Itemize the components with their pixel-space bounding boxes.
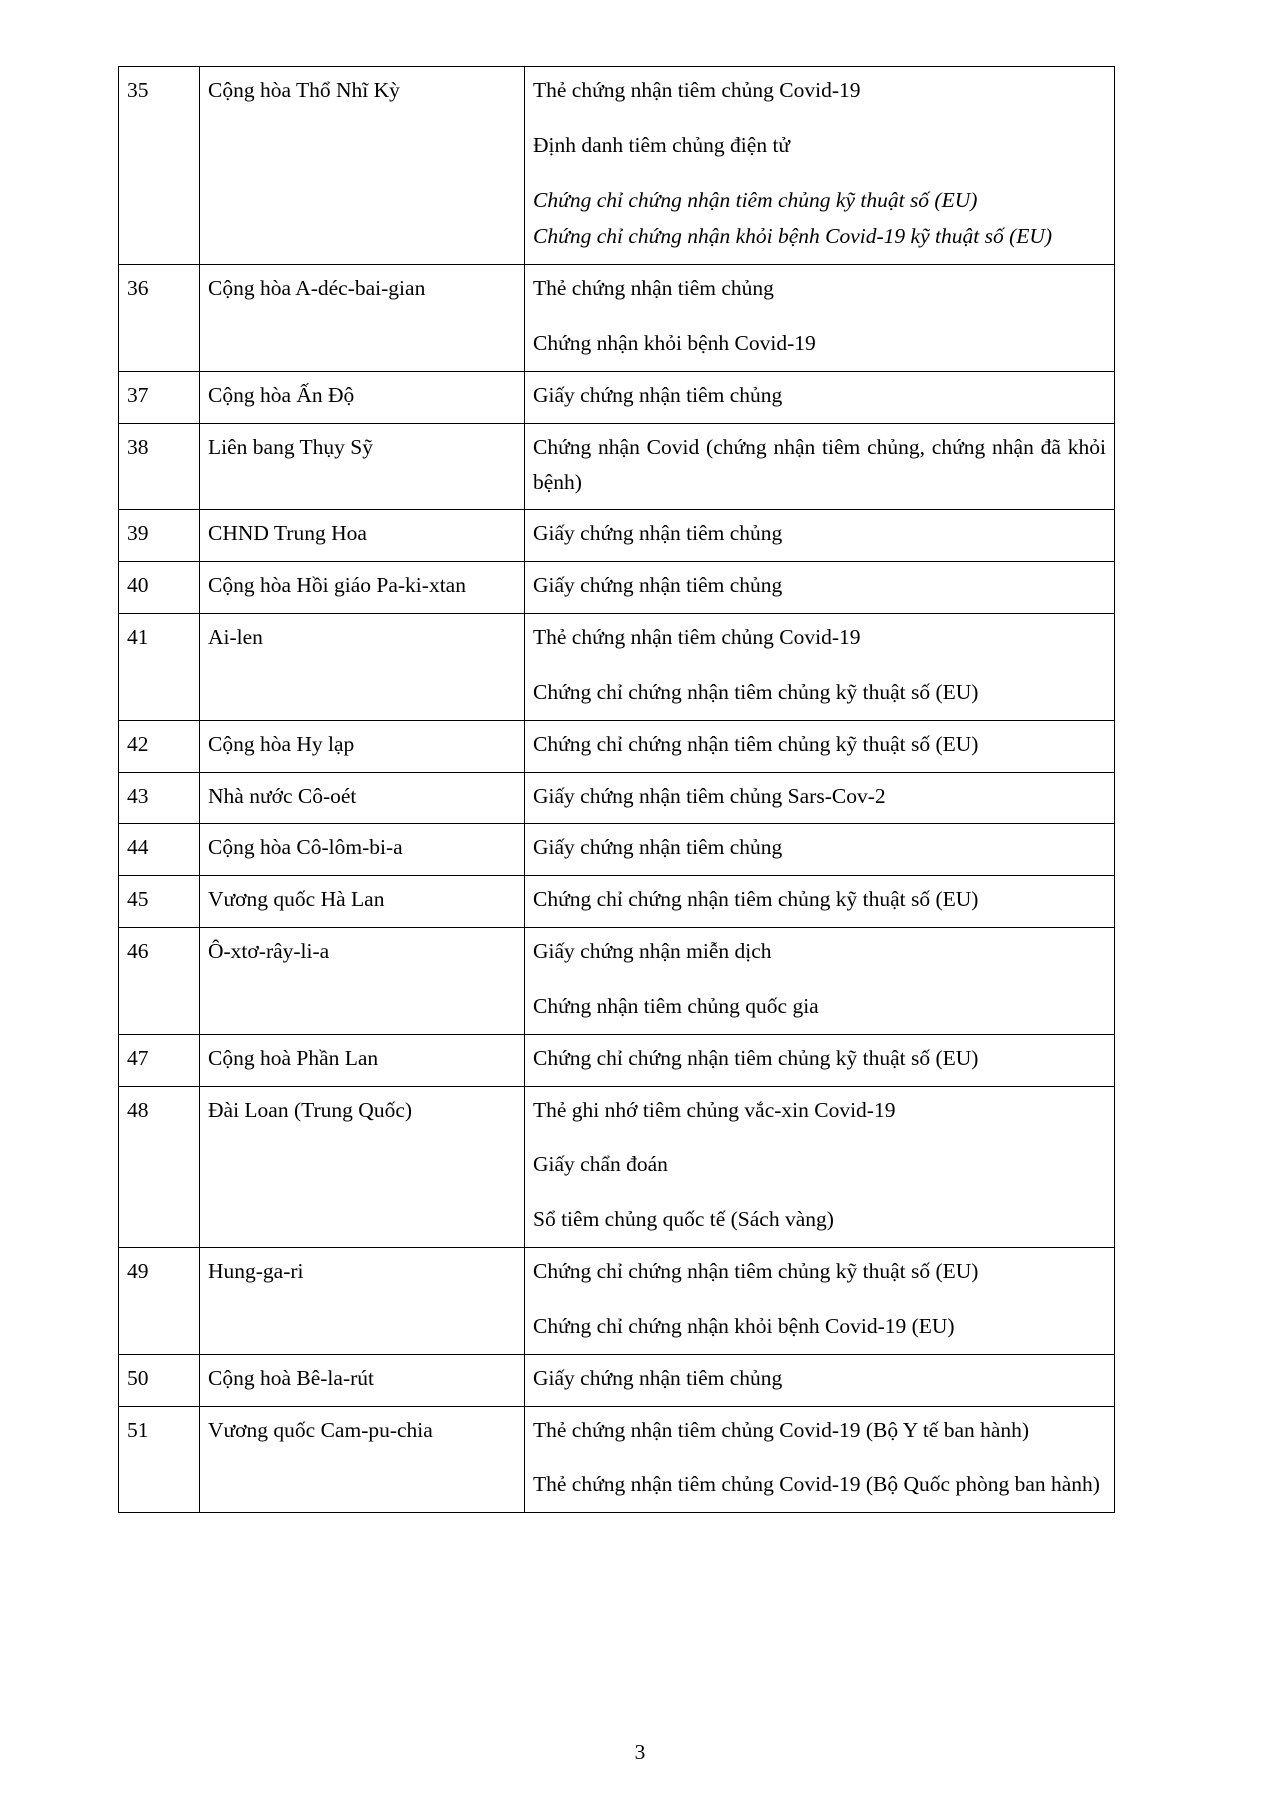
table-row (119, 1354, 1115, 1406)
certificate-line: Thẻ chứng nhận tiêm chủng Covid-19 (533, 78, 861, 102)
page-number: 3 (634, 1740, 646, 1764)
table-row (119, 1034, 1115, 1086)
certificate-block (533, 326, 1106, 361)
country-name-cell: Liên bang Thụy Sỹ (200, 423, 525, 510)
certificate-line: Giấy chẩn đoán (533, 1152, 668, 1177)
certificate-list-cell (525, 876, 1115, 928)
certificate-line: Chứng chỉ chứng nhận tiêm chủng kỹ thuật số (EU) (533, 887, 979, 912)
certificate-block (533, 73, 1106, 108)
certificate-block (533, 568, 1106, 603)
certificate-list-cell (525, 423, 1115, 510)
table-row (119, 772, 1115, 824)
table-row (119, 1086, 1115, 1247)
certificate-list-cell (525, 824, 1115, 876)
row-index-cell: 50 (119, 1354, 200, 1406)
table-row (119, 876, 1115, 928)
certificate-list-cell (525, 772, 1115, 824)
certificate-block (533, 271, 1106, 306)
certificate-block (533, 989, 1106, 1024)
certificate-line: Giấy chứng nhận tiêm chủng (533, 521, 783, 546)
certificate-block (533, 430, 1106, 500)
certificate-block (533, 620, 1106, 655)
certificate-line: Sổ tiêm chủng quốc tế (Sách vàng) (533, 1207, 834, 1232)
country-certificate-table (118, 66, 1115, 1513)
certificate-line: Thẻ chứng nhận tiêm chủng Covid-19 (533, 625, 861, 650)
row-index-cell: 46 (119, 928, 200, 1035)
row-index-cell: 44 (119, 824, 200, 876)
country-name-cell: Cộng hoà Bê-la-rút (200, 1354, 525, 1406)
country-name-cell: Ô-xtơ-rây-li-a (200, 928, 525, 1035)
certificate-list-cell (525, 265, 1115, 372)
certificate-line: Chứng chỉ chứng nhận khỏi bệnh Covid-19 (EU) (533, 1313, 955, 1338)
country-name-cell: Cộng hòa Hy lạp (200, 720, 525, 772)
table-row (119, 423, 1115, 510)
country-name-cell: Nhà nước Cô-oét (200, 772, 525, 824)
certificate-line: Chứng nhận Covid (chứng nhận tiêm chủng, chứng nhận đã khỏi bệnh) (533, 434, 1106, 494)
certificate-line: Chứng chỉ chứng nhận tiêm chủng kỹ thuật số (EU) (533, 1045, 979, 1070)
certificate-list-cell (525, 720, 1115, 772)
certificate-block (533, 1254, 1106, 1289)
row-index-cell: 51 (119, 1406, 200, 1513)
row-index-cell: 39 (119, 510, 200, 562)
certificate-block (533, 830, 1106, 865)
certificate-block (533, 1309, 1106, 1344)
certificate-block (533, 1147, 1106, 1182)
row-index-cell: 37 (119, 371, 200, 423)
certificate-list-cell (525, 1086, 1115, 1247)
country-name-cell: CHND Trung Hoa (200, 510, 525, 562)
table-row (119, 720, 1115, 772)
certificate-block (533, 675, 1106, 710)
certificate-line: Chứng chỉ chứng nhận tiêm chủng kỹ thuật số (EU) (533, 1259, 979, 1284)
certificate-block (533, 1093, 1106, 1128)
country-name-cell: Vương quốc Cam-pu-chia (200, 1406, 525, 1513)
certificate-line: Giấy chứng nhận tiêm chủng (533, 835, 783, 860)
certificate-line: Định danh tiêm chủng điện tử (533, 132, 791, 157)
row-index-cell: 41 (119, 614, 200, 721)
certificate-line: Giấy chứng nhận tiêm chủng Sars-Cov-2 (533, 783, 886, 808)
table-row (119, 67, 1115, 265)
row-index-cell: 36 (119, 265, 200, 372)
certificate-line: Giấy chứng nhận tiêm chủng (533, 382, 783, 407)
row-index-cell: 40 (119, 562, 200, 614)
country-name-cell: Cộng hoà Phần Lan (200, 1034, 525, 1086)
table-row (119, 265, 1115, 372)
certificate-block (533, 1413, 1106, 1448)
certificate-block (533, 1467, 1106, 1502)
certificate-list-cell (525, 614, 1115, 721)
row-index-cell: 49 (119, 1248, 200, 1355)
table-row (119, 510, 1115, 562)
certificate-block (533, 779, 1106, 814)
certificate-list-cell (525, 371, 1115, 423)
certificate-list-cell (525, 1034, 1115, 1086)
row-index-cell: 47 (119, 1034, 200, 1086)
table-row (119, 614, 1115, 721)
certificate-line: Chứng nhận tiêm chủng quốc gia (533, 993, 819, 1018)
country-name-cell: Đài Loan (Trung Quốc) (200, 1086, 525, 1247)
certificate-line: Chứng chỉ chứng nhận tiêm chủng kỹ thuật số (EU) (533, 731, 979, 756)
certificate-block (533, 727, 1106, 762)
table-row (119, 824, 1115, 876)
certificate-block (533, 1361, 1106, 1396)
country-name-cell: Hung-ga-ri (200, 1248, 525, 1355)
page-body (118, 66, 1106, 1513)
country-name-cell: Vương quốc Hà Lan (200, 876, 525, 928)
certificate-block (533, 934, 1106, 969)
certificate-list-cell (525, 67, 1115, 265)
row-index-cell: 48 (119, 1086, 200, 1247)
certificate-list-cell (525, 928, 1115, 1035)
certificate-line: Thẻ chứng nhận tiêm chủng Covid-19 (Bộ Quốc phòng ban hành) (533, 1472, 1100, 1497)
certificate-line: Thẻ ghi nhớ tiêm chủng vắc-xin Covid-19 (533, 1097, 896, 1122)
row-index-cell: 45 (119, 876, 200, 928)
certificate-list-cell (525, 1406, 1115, 1513)
certificate-line: Giấy chứng nhận tiêm chủng (533, 1365, 783, 1390)
country-name-cell: Cộng hòa Hồi giáo Pa-ki-xtan (200, 562, 525, 614)
certificate-line: Chứng nhận khỏi bệnh Covid-19 (533, 331, 816, 356)
certificate-block (533, 882, 1106, 917)
certificate-block (533, 516, 1106, 551)
certificate-block (533, 378, 1106, 413)
certificate-line: Chứng chỉ chứng nhận khỏi bệnh Covid-19 kỹ thuật số (EU) (533, 224, 1053, 249)
country-name-cell: Cộng hòa Thổ Nhĩ Kỳ (200, 67, 525, 265)
certificate-line: Thẻ chứng nhận tiêm chủng (533, 276, 774, 301)
certificate-block (533, 1041, 1106, 1076)
table-row (119, 1406, 1115, 1513)
country-name-cell: Cộng hòa Cô-lôm-bi-a (200, 824, 525, 876)
row-index-cell: 38 (119, 423, 200, 510)
certificate-block (533, 128, 1106, 163)
certificate-line: Giấy chứng nhận miễn dịch (533, 939, 772, 964)
certificate-block (533, 183, 1106, 255)
country-name-cell: Cộng hòa Ấn Độ (200, 371, 525, 423)
table-row (119, 1248, 1115, 1355)
country-name-cell: Ai-len (200, 614, 525, 721)
row-index-cell: 43 (119, 772, 200, 824)
certificate-line: Giấy chứng nhận tiêm chủng (533, 573, 783, 598)
row-index-cell: 35 (119, 67, 200, 265)
table-row (119, 562, 1115, 614)
certificate-line: Chứng chỉ chứng nhận tiêm chủng kỹ thuật số (EU) (533, 679, 979, 704)
row-index-cell: 42 (119, 720, 200, 772)
certificate-list-cell (525, 1354, 1115, 1406)
table-body (119, 67, 1115, 1513)
certificate-line: Thẻ chứng nhận tiêm chủng Covid-19 (Bộ Y tế ban hành) (533, 1417, 1030, 1442)
certificate-line: Chứng chỉ chứng nhận tiêm chủng kỹ thuật số (EU) (533, 187, 978, 212)
certificate-block (533, 1202, 1106, 1237)
certificate-list-cell (525, 510, 1115, 562)
certificate-list-cell (525, 1248, 1115, 1355)
table-row (119, 371, 1115, 423)
certificate-list-cell (525, 562, 1115, 614)
table-row (119, 928, 1115, 1035)
country-name-cell: Cộng hòa A-déc-bai-gian (200, 265, 525, 372)
